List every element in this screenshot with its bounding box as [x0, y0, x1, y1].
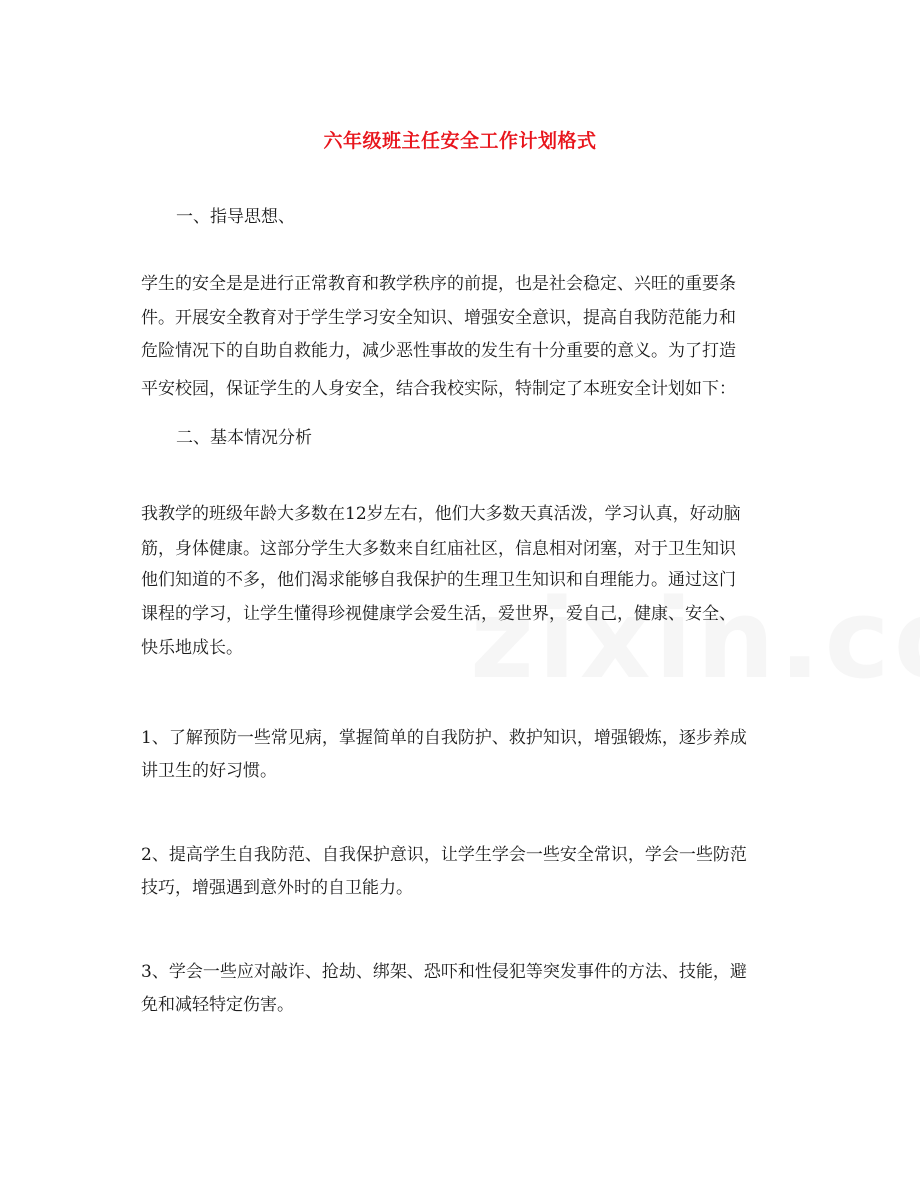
paragraph-line: 免和减轻特定伤害。 [141, 995, 294, 1015]
paragraph-line: 技巧，增强遇到意外时的自卫能力。 [141, 878, 413, 898]
paragraph-line: 快乐地成长。 [141, 638, 243, 658]
paragraph-line: 课程的学习，让学生懂得珍视健康学会爱生活，爱世界，爱自己，健康、安全、 [141, 604, 736, 624]
paragraph-line: 筋，身体健康。这部分学生大多数来自红庙社区，信息相对闭塞，对于卫生知识 [141, 539, 736, 559]
paragraph-line: 我教学的班级年龄大多数在12岁左右，他们大多数天真活泼，学习认真，好动脑 [141, 504, 741, 524]
paragraph-line: 平安校园，保证学生的人身安全，结合我校实际，特制定了本班安全计划如下： [141, 379, 736, 399]
paragraph-line: 学生的安全是是进行正常教育和教学秩序的前提，也是社会稳定、兴旺的重要条 [141, 274, 736, 294]
list-item-3 [141, 960, 781, 1017]
paragraph-line: 他们知道的不多，他们渴求能够自我保护的生理卫生知识和自理能力。通过这门 [141, 570, 736, 590]
list-item-1 [141, 726, 781, 783]
section-heading-guiding-ideology: 一、指导思想、 [176, 207, 295, 227]
paragraph-line: 讲卫生的好习惯。 [141, 761, 277, 781]
section-heading-situation-analysis: 二、基本情况分析 [176, 428, 312, 448]
paragraph-safety-importance [141, 272, 781, 401]
paragraph-line: 2、提高学生自我防范、自我保护意识，让学生学会一些安全常识，学会一些防范 [141, 845, 747, 865]
paragraph-line: 1、了解预防一些常见病，掌握简单的自我防护、救护知识，增强锻炼，逐步养成 [141, 728, 747, 748]
document-title: 六年级班主任安全工作计划格式 [323, 130, 597, 152]
paragraph-line: 3、学会一些应对敲诈、抢劫、绑架、恐吓和性侵犯等突发事件的方法、技能，避 [141, 962, 747, 982]
list-item-2 [141, 843, 781, 900]
paragraph-line: 危险情况下的自助自救能力，减少恶性事故的发生有十分重要的意义。为了打造 [141, 341, 736, 361]
paragraph-class-situation [141, 502, 781, 660]
paragraph-line: 件。开展安全教育对于学生学习安全知识、增强安全意识，提高自我防范能力和 [141, 308, 736, 328]
